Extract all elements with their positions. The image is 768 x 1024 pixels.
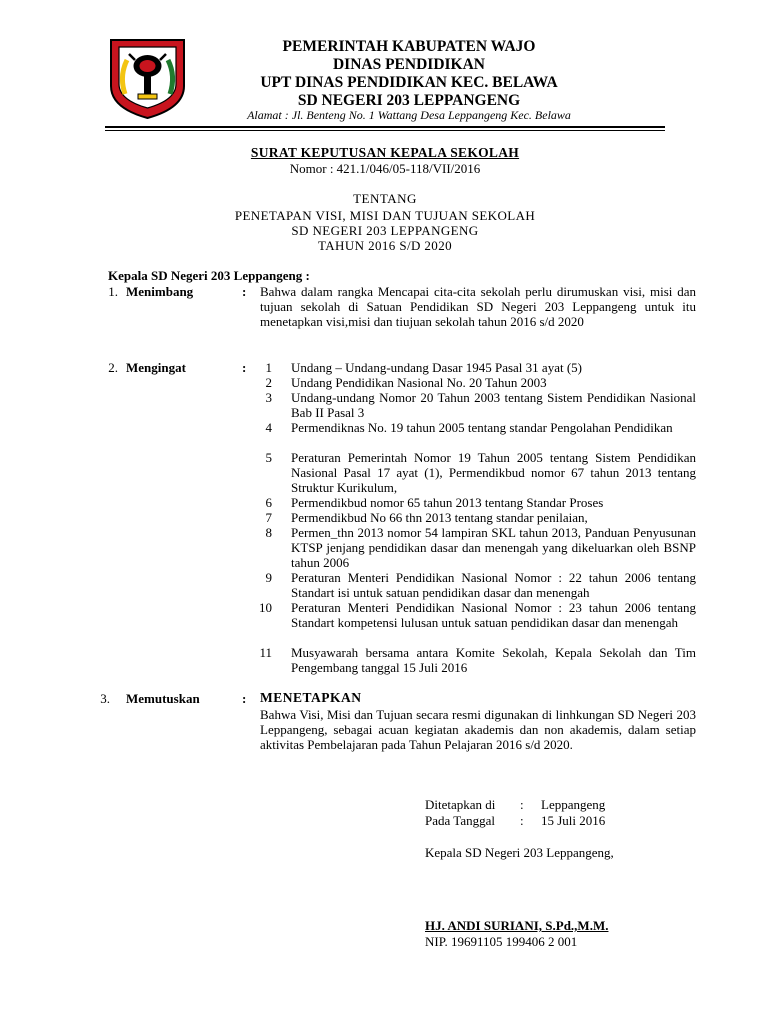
list-item-number: 3 bbox=[265, 390, 272, 405]
header-divider bbox=[105, 126, 665, 128]
tanggal-value: 15 Juli 2016 bbox=[541, 813, 606, 828]
list-item-number: 10 bbox=[259, 600, 272, 615]
header-divider-thin bbox=[105, 130, 665, 131]
subject-line-3: TAHUN 2016 S/D 2020 bbox=[317, 238, 453, 253]
tanggal-colon: : bbox=[520, 813, 524, 828]
list-item: Undang – Undang-undang Dasar 1945 Pasal 31 ayat (5) bbox=[291, 360, 582, 375]
section-3-number: 3. bbox=[100, 691, 110, 706]
subject-line-1: PENETAPAN VISI, MISI DAN TUJUAN SEKOLAH bbox=[234, 208, 536, 223]
header-government: PEMERINTAH KABUPATEN WAJO bbox=[282, 38, 536, 55]
list-item: Permendikbud nomor 65 tahun 2013 tentang Standar Proses bbox=[291, 495, 604, 510]
ditetapkan-colon: : bbox=[520, 797, 524, 812]
list-item: Permen_thn 2013 nomor 54 lampiran SKL tahun 2013, Panduan Penyusunan KTSP jenjang pendidikan dasar dan menengah yang dikeluarkan oleh BSNP tahun 2006 bbox=[291, 525, 696, 570]
document-number: Nomor : 421.1/046/05-118/VII/2016 bbox=[289, 161, 481, 176]
list-item-number: 8 bbox=[265, 525, 272, 540]
list-item: Peraturan Pemerintah Nomor 19 Tahun 2005 tentang Sistem Pendidikan Nasional Pasal 17 ayat (1), Permendikbud nomor 67 tahun 2013 tentang Struktur Kurikulum, bbox=[291, 450, 696, 495]
list-item: Permendiknas No. 19 tahun 2005 tentang standar Pengolahan Pendidikan bbox=[291, 420, 673, 435]
list-item: Peraturan Menteri Pendidikan Nasional Nomor : 22 tahun 2006 tentang Standart isi untuk satuan pendidikan dasar dan menengah bbox=[291, 570, 696, 600]
ditetapkan-label: Ditetapkan di bbox=[425, 797, 496, 812]
section-3-colon: : bbox=[242, 691, 247, 706]
section-1-number: 1. bbox=[108, 284, 118, 299]
document-title: SURAT KEPUTUSAN KEPALA SEKOLAH bbox=[250, 145, 520, 160]
regency-emblem-icon bbox=[105, 36, 190, 120]
section-1-text: Bahwa dalam rangka Mencapai cita-cita sekolah perlu dirumuskan visi, misi dan tujuan sekolah di Satuan Pendidikan SD Negeri 203 Leppangeng untuk itu menetapkan visi,misi dan tiujuan sekolah tahun 2016 s/d 2020 bbox=[260, 284, 696, 329]
ditetapkan-value: Leppangeng bbox=[541, 797, 606, 812]
tentang-heading: TENTANG bbox=[353, 191, 417, 206]
list-item-number: 7 bbox=[265, 510, 272, 525]
list-item-number: 11 bbox=[259, 645, 272, 660]
list-item: Undang Pendidikan Nasional No. 20 Tahun 2003 bbox=[291, 375, 547, 390]
signatory-nip: NIP. 19691105 199406 2 001 bbox=[425, 934, 578, 949]
subject-line-2: SD NEGERI 203 LEPPANGENG bbox=[291, 223, 479, 238]
section-3-text: Bahwa Visi, Misi dan Tujuan secara resmi digunakan di linhkungan SD Negeri 203 Leppangeng, sebagai acuan kegiatan akademis dan non akademis, dalam setiap aktivitas Pembelajaran pada Tahun Pelajaran 2016 s/d 2020. bbox=[260, 707, 696, 752]
section-2-number: 2. bbox=[108, 360, 118, 375]
list-item-number: 5 bbox=[265, 450, 272, 465]
section-3-label: Memutuskan bbox=[126, 691, 200, 706]
signatory-position: Kepala SD Negeri 203 Leppangeng, bbox=[425, 845, 614, 860]
section-1-label: Menimbang bbox=[126, 284, 194, 299]
list-item: Permendikbud No 66 thn 2013 tentang standar penilaian, bbox=[291, 510, 588, 525]
list-item-number: 6 bbox=[265, 495, 272, 510]
tanggal-label: Pada Tanggal bbox=[425, 813, 495, 828]
section-3-heading: MENETAPKAN bbox=[260, 690, 362, 705]
list-item-number: 1 bbox=[265, 360, 272, 375]
signatory-name: HJ. ANDI SURIANI, S.Pd.,M.M. bbox=[425, 918, 609, 933]
list-item: Musyawarah bersama antara Komite Sekolah, Kepala Sekolah dan Tim Pengembang tanggal 15 Juli 2016 bbox=[291, 645, 696, 675]
header-department: DINAS PENDIDIKAN bbox=[332, 56, 485, 73]
header-school: SD NEGERI 203 LEPPANGENG bbox=[297, 92, 521, 109]
section-2-colon: : bbox=[242, 360, 247, 375]
header-address: Alamat : Jl. Benteng No. 1 Wattang Desa Leppangeng Kec. Belawa bbox=[247, 108, 571, 122]
section-2-label: Mengingat bbox=[126, 360, 186, 375]
list-item-number: 4 bbox=[265, 420, 272, 435]
opening-statement: Kepala SD Negeri 203 Leppangeng : bbox=[108, 268, 310, 283]
list-item-number: 2 bbox=[265, 375, 272, 390]
section-1-colon: : bbox=[242, 284, 247, 299]
header-upt: UPT DINAS PENDIDIKAN KEC. BELAWA bbox=[260, 74, 558, 91]
list-item: Undang-undang Nomor 20 Tahun 2003 tentang Sistem Pendidikan Nasional Bab II Pasal 3 bbox=[291, 390, 696, 420]
list-item: Peraturan Menteri Pendidikan Nasional Nomor : 23 tahun 2006 tentang Standart kompetensi lulusan untuk satuan pendidikan dasar dan menengah bbox=[291, 600, 696, 630]
list-item-number: 9 bbox=[265, 570, 272, 585]
